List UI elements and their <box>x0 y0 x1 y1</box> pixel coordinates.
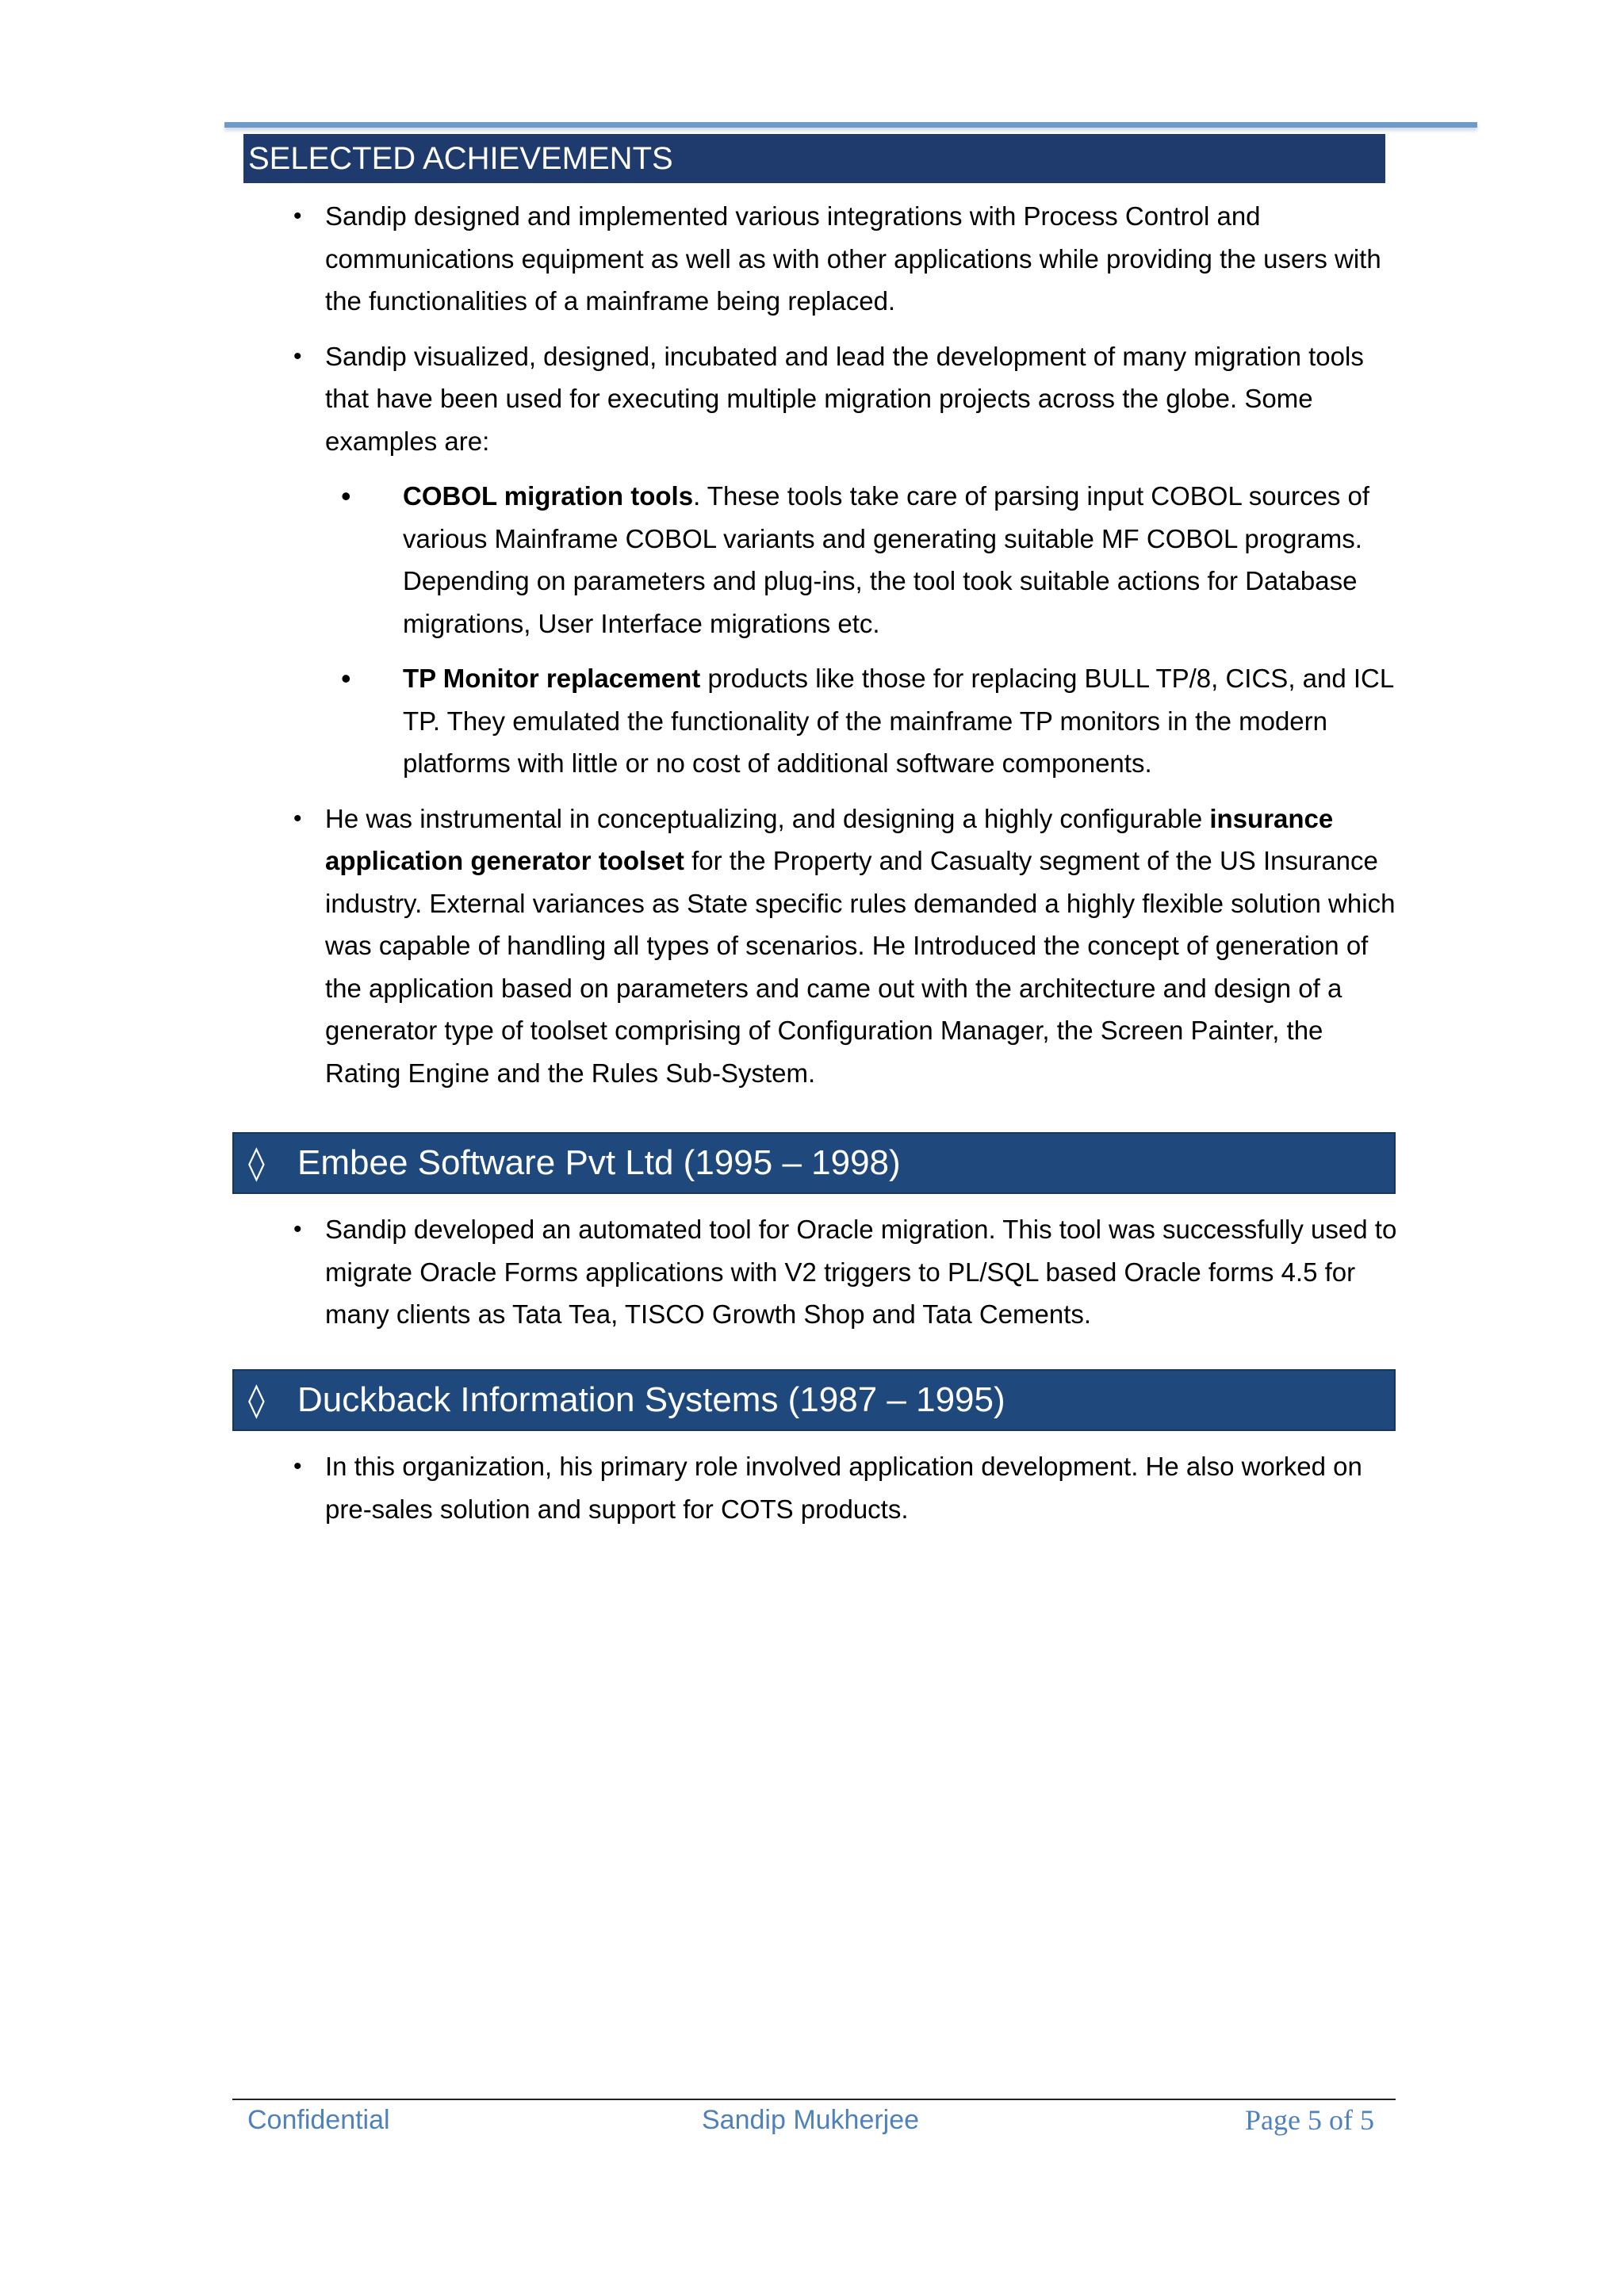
bullet-icon: • <box>293 203 302 229</box>
footer-page-number: Page 5 of 5 <box>1245 2104 1374 2136</box>
footer-confidential: Confidential <box>247 2105 390 2135</box>
company-heading-embee <box>232 1132 1396 1194</box>
sub-item-text: products like those for replacing BULL TP/8, CICS, and ICL TP. They emulated the functionality of the mainframe TP monitors in the modern platforms with little or no cost of additional software components. <box>403 664 1394 778</box>
header-rule <box>224 122 1477 128</box>
achievement-text: for the Property and Casualty segment of the US Insurance industry. External variances as State specific rules demanded a highly flexible solution which was capable of handling all types of scenarios. He Introduced the concept of generation of the application based on parameters and came out with the architecture and design of a generator type of toolset comprising of Configuration Manager, the Screen Painter, the Rating Engine and the Rules Sub-System. <box>325 846 1396 1088</box>
achievement-text: Sandip designed and implemented various integrations with Process Control and communications equipment as well as with other applications while providing the users with the functionalities of a mainframe being replaced. <box>325 201 1381 316</box>
sub-item-bold: TP Monitor replacement <box>403 664 701 693</box>
company-title: Duckback Information Systems (1987 – 1995) <box>297 1380 1005 1419</box>
achievement-text: Sandip visualized, designed, incubated and lead the development of many migration tools that have been used for executing multiple migration projects across the globe. Some examples are: <box>325 341 1364 456</box>
list-item <box>287 1445 1397 1530</box>
company-bullet-text: Sandip developed an automated tool for Oracle migration. This tool was successfully used to migrate Oracle Forms applications with V2 triggers to PL/SQL based Oracle forms 4.5 for many clients as Tata Tea, TISCO Growth Shop and Tata Cements. <box>325 1215 1397 1329</box>
footer-author-name: Sandip Mukherjee <box>702 2105 920 2135</box>
list-item <box>287 195 1397 323</box>
achievement-text: He was instrumental in conceptualizing, and designing a highly configurable <box>325 803 1210 833</box>
achievements-list <box>287 195 1397 1107</box>
bullet-icon: • <box>293 805 302 832</box>
company-title: Embee Software Pvt Ltd (1995 – 1998) <box>297 1143 901 1182</box>
sub-list-item <box>287 475 1397 645</box>
list-item <box>287 798 1397 1095</box>
bullet-icon: • <box>341 662 351 695</box>
footer-rule <box>232 2099 1396 2100</box>
company-heading-duckback <box>232 1369 1396 1431</box>
section-heading-selected-achievements: SELECTED ACHIEVEMENTS <box>243 134 1385 183</box>
diamond-icon: ◊ <box>248 1380 265 1419</box>
duckback-list <box>287 1445 1397 1543</box>
bullet-icon: • <box>293 1453 302 1479</box>
bullet-icon: • <box>293 342 302 369</box>
bullet-icon: • <box>293 1216 302 1242</box>
embee-list <box>287 1208 1397 1349</box>
list-item <box>287 1208 1397 1336</box>
bullet-icon: • <box>341 480 351 512</box>
list-item <box>287 335 1397 463</box>
achievement-bold: insurance application generator toolset <box>325 803 1334 875</box>
sub-item-text: . These tools take care of parsing input COBOL sources of various Mainframe COBOL variants and generating suitable MF COBOL programs. Depending on parameters and plug-ins, the tool took suitable actions for Database migrations, User Interface migrations etc. <box>403 481 1370 638</box>
sub-list-item <box>287 657 1397 785</box>
company-bullet-text: In this organization, his primary role involved application development. He also worked on pre-sales solution and support for COTS products. <box>325 1452 1362 1524</box>
diamond-icon: ◊ <box>248 1143 265 1182</box>
sub-item-bold: COBOL migration tools <box>403 481 694 511</box>
